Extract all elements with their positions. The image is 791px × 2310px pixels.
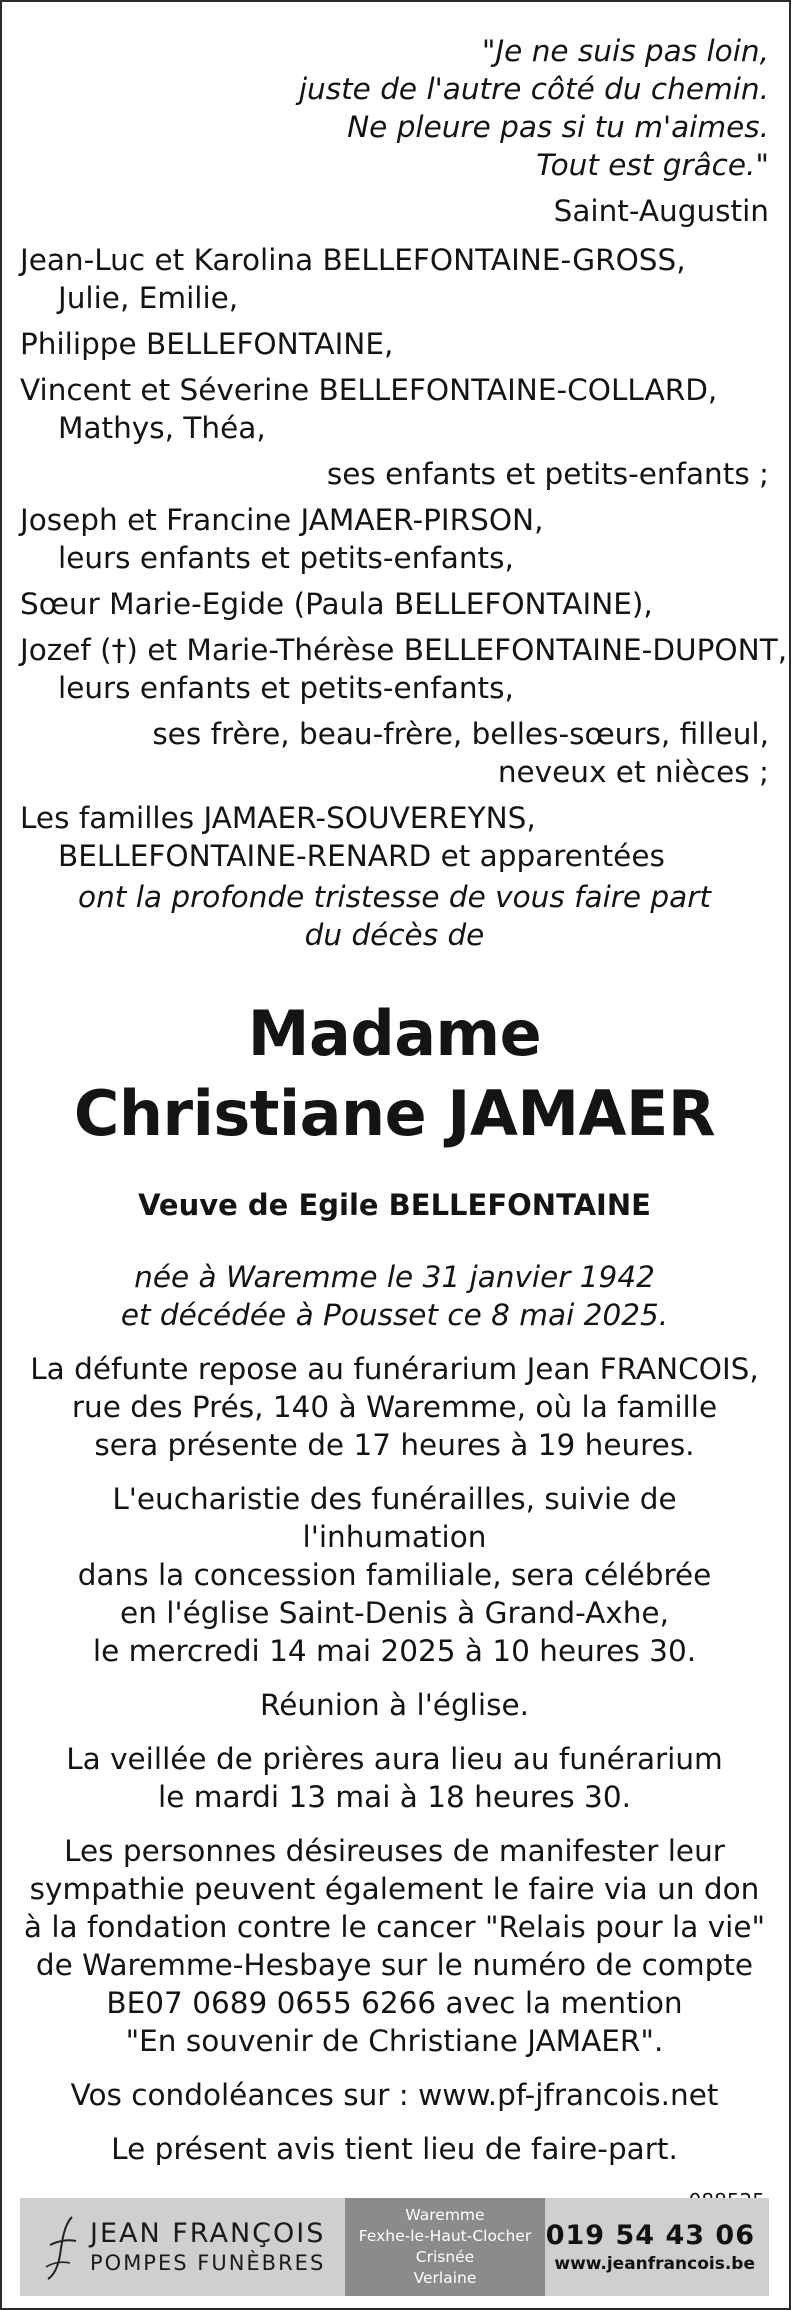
family-line: Vincent et Séverine BELLEFONTAINE-COLLARD, [20,373,718,407]
text-line: de Waremme-Hesbaye sur le numéro de compte [35,1948,754,1982]
family-line: BELLEFONTAINE-RENARD et apparentées [58,839,665,873]
company-names [90,2218,325,2276]
text-line: sera présente de 17 heures à 19 heures. [94,1428,695,1462]
text-line: à la fondation contre le cancer "Relais pour la vie" [23,1910,766,1944]
text-line: Vos condoléances sur : www.pf-jfrancois.net [70,2078,719,2112]
family-line: Mathys, Théa, [58,411,266,445]
family-line: Joseph et Francine JAMAER-PIRSON, [20,503,544,537]
family-group [20,501,769,577]
widow-of: Veuve de Egile BELLEFONTAINE [138,1188,651,1222]
text-line: Réunion à l'église. [260,1688,529,1722]
text-line: La veillée de prières aura lieu au funérarium [66,1742,723,1776]
family-line: Jozef (†) et Marie-Thérèse BELLEFONTAINE-DUPONT, [20,633,788,667]
text-line: le mercredi 14 mai 2025 à 10 heures 30. [92,1634,697,1668]
family-line: Jean-Luc et Karolina BELLEFONTAINE-GROSS, [20,243,686,277]
deceased-title: Madame [247,997,542,1070]
website-link[interactable]: www.jeanfrancois.be [554,2254,755,2274]
death-line: et décédée à Pousset ce 8 mai 2025. [120,1298,669,1332]
mass-paragraph [20,1480,769,1670]
phone-number: 019 54 43 06 [545,2220,755,2251]
company-subtitle: POMPES FUNÈBRES [90,2251,326,2275]
quote-author: Saint-Augustin [553,194,769,228]
family-line: leurs enfants et petits-enfants, [58,671,514,705]
family-group [20,715,769,791]
announcement-line: du décès de [304,918,485,952]
location-item: Waremme [405,2206,485,2224]
text-line: La défunte repose au funérarium Jean FRANCOIS, [30,1352,759,1386]
family-relation: neveux et nièces ; [497,755,769,789]
family-line: Julie, Emilie, [58,281,239,315]
contact-block [545,2198,769,2296]
locations-list [345,2198,545,2296]
text-line: sympathie peuvent également le faire via un don [29,1872,760,1906]
text-line: Les personnes désireuses de manifester leur [64,1834,725,1868]
family-group [20,631,788,707]
announcement [20,878,769,954]
text-line: L'eucharistie des funérailles, suivie de l'inhumation [112,1482,677,1554]
deceased-name [20,994,769,1154]
location-item: Verlaine [413,2269,477,2287]
family-line: Les familles JAMAER-SOUVEREYNS, [20,801,536,835]
family-list [20,241,788,875]
quote-line: juste de l'autre côté du chemin. [298,72,769,106]
epigraph-quote [20,32,769,184]
text-line: BE07 0689 0655 6266 avec la mention [106,1986,683,2020]
condolences-paragraph [20,2076,769,2114]
quote-line: "Je ne suis pas loin, [481,34,769,68]
family-relation: ses frère, beau-frère, belles-sœurs, filleul, [152,717,769,751]
vigil-paragraph [20,1740,769,1816]
text-line: rue des Prés, 140 à Waremme, où la famille [71,1390,718,1424]
funeral-home-paragraph [20,1350,769,1464]
birth-line: née à Waremme le 31 janvier 1942 [134,1260,655,1294]
text-line: dans la concession familiale, sera célébrée [77,1558,712,1592]
family-group [20,455,769,493]
family-relation: ses enfants et petits-enfants ; [326,457,769,491]
company-logo-block [20,2198,345,2296]
deceased-fullname: Christiane JAMAER [73,1077,716,1150]
text-line: en l'église Saint-Denis à Grand-Axhe, [120,1596,669,1630]
family-group [20,799,769,875]
family-group [20,585,769,623]
text-line: le mardi 13 mai à 18 heures 30. [158,1780,631,1814]
quote-line: Ne pleure pas si tu m'aimes. [347,110,769,144]
announcement-line: ont la profonde tristesse de vous faire part [78,880,711,914]
family-group [20,241,769,317]
funeral-home-footer [20,2198,769,2296]
notice-paragraph [20,2130,769,2168]
meeting-paragraph [20,1686,769,1724]
donation-paragraph [20,1832,769,2060]
birth-death-dates [20,1258,769,1334]
family-group [20,371,769,447]
company-name: JEAN FRANÇOIS [90,2218,326,2249]
text-line: Le présent avis tient lieu de faire-part. [111,2132,678,2166]
location-item: Fexhe-le-Haut-Clocher [358,2227,532,2245]
family-line: Philippe BELLEFONTAINE, [20,327,394,361]
signature-logo-icon [42,2211,80,2283]
quote-line: Tout est grâce." [536,148,769,182]
text-line: "En souvenir de Christiane JAMAER". [125,2024,664,2058]
location-item: Crisnée [415,2248,475,2266]
family-line: Sœur Marie-Egide (Paula BELLEFONTAINE), [20,587,653,621]
family-line: leurs enfants et petits-enfants, [58,541,514,575]
family-group [20,325,769,363]
